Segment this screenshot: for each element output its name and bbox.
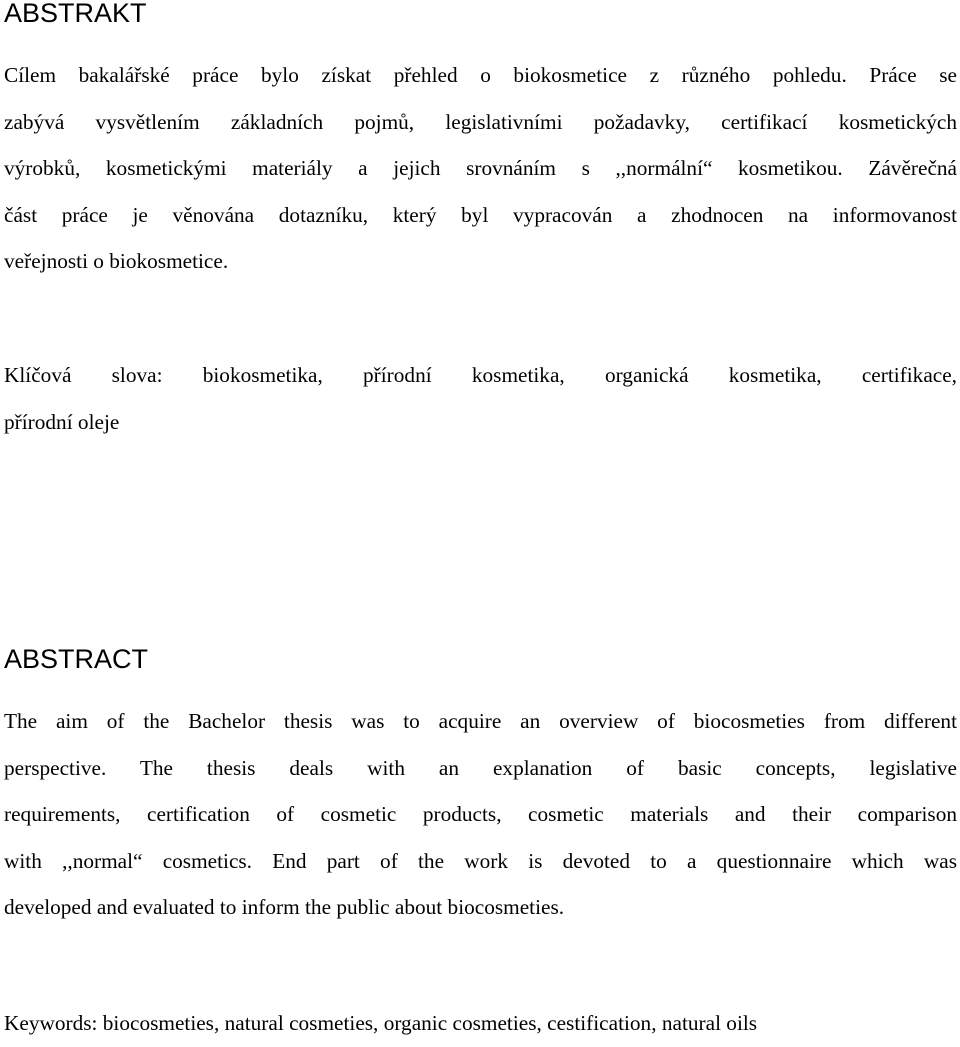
english-abstract-heading: ABSTRACT [4,644,149,674]
english-abstract-line: with ,,normal“ cosmetics. End part of the work is devoted to a questionnaire which was [4,848,957,873]
english-abstract-line: requirements, certification of cosmetic products, cosmetic materials and their comparison [4,802,957,827]
czech-abstract-line: výrobků, kosmetickými materiály a jejich srovnáním s ,,normální“ kosmetikou. Závěrečná [4,156,957,181]
czech-abstract-line: Cílem bakalářské práce bylo získat přehled o biokosmetice z různého pohledu. Práce se [4,63,957,87]
czech-keywords-line: Klíčová slova: biokosmetika, přírodní kosmetika, organická kosmetika, certifikace, [4,363,957,387]
english-abstract-line: The aim of the Bachelor thesis was to acquire an overview of biocosmeties from different [4,709,957,733]
czech-abstract-line: zabývá vysvětlením základních pojmů, legislativními požadavky, certifikací kosmetických [4,109,957,134]
english-abstract-paragraph [4,698,957,931]
czech-abstract-heading: ABSTRAKT [4,0,147,28]
czech-keywords [4,352,957,445]
czech-abstract-line: veřejnosti o biokosmetice. [4,249,229,274]
english-abstract-line: perspective. The thesis deals with an explanation of basic concepts, legislative [4,755,957,780]
czech-keywords-line: přírodní oleje [4,409,120,434]
english-abstract-line: developed and evaluated to inform the public about biocosmeties. [4,895,565,920]
czech-abstract-line: část práce je věnována dotazníku, který byl vypracován a zhodnocen na informovanost [4,202,957,227]
english-keywords [4,1000,957,1047]
english-keywords-line: Keywords: biocosmeties, natural cosmeties, organic cosmeties, cestification, natural oils [4,1011,758,1035]
czech-abstract-paragraph [4,52,957,285]
